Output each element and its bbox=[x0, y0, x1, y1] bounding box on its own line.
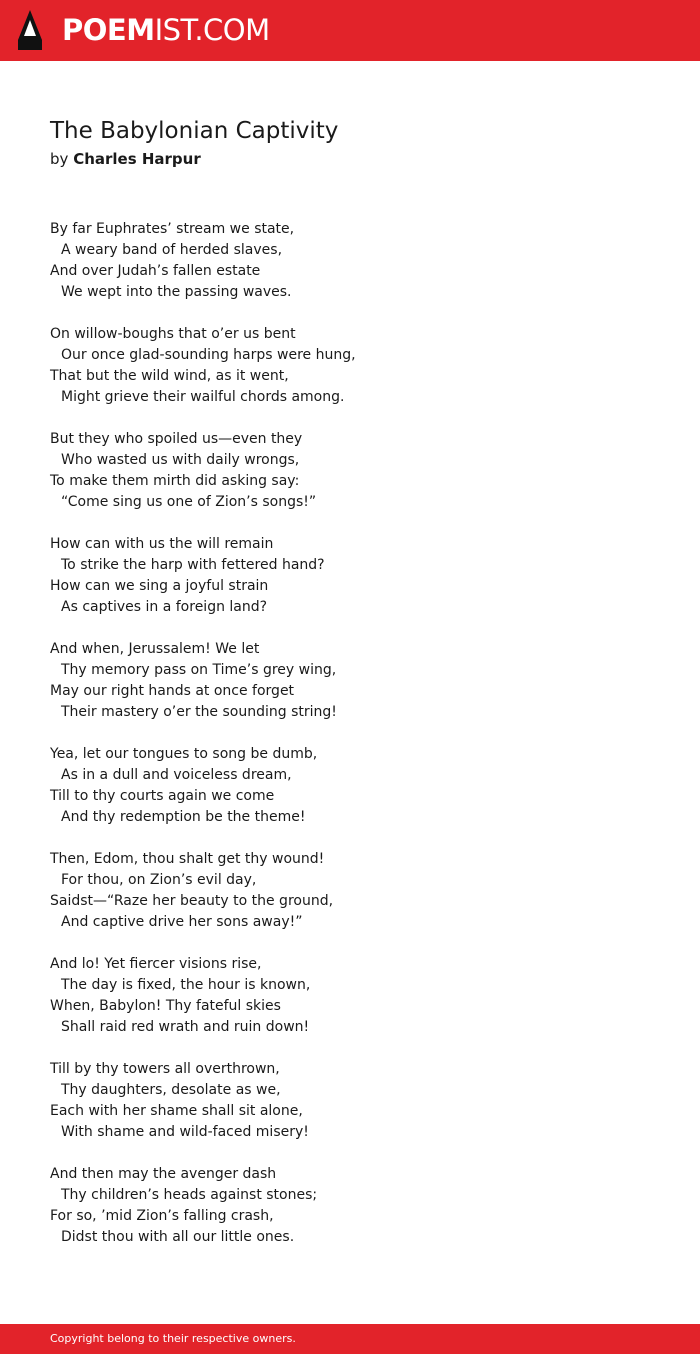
poem-stanza bbox=[50, 324, 670, 408]
poem-body bbox=[50, 219, 670, 1269]
poem-line: For thou, on Zion’s evil day, bbox=[61, 872, 257, 888]
poem-line: Till by thy towers all overthrown, bbox=[50, 1061, 280, 1077]
poem-line: The day is fixed, the hour is known, bbox=[61, 977, 311, 993]
poem-stanza bbox=[50, 534, 670, 618]
poem-line: Their mastery o’er the sounding string! bbox=[61, 704, 337, 720]
poem-line: And then may the avenger dash bbox=[50, 1166, 277, 1182]
site-footer bbox=[0, 1324, 700, 1354]
poem-line: Our once glad-sounding harps were hung, bbox=[61, 347, 356, 363]
poem-line: To make them mirth did asking say: bbox=[50, 473, 300, 489]
poem-line: “Come sing us one of Zion’s songs!” bbox=[61, 494, 317, 510]
brand-light: IST.COM bbox=[154, 13, 270, 47]
poem-line: To strike the harp with fettered hand? bbox=[61, 557, 325, 573]
poem-line: With shame and wild-faced misery! bbox=[61, 1124, 309, 1140]
poem-line: May our right hands at once forget bbox=[50, 683, 295, 699]
poem-line: And captive drive her sons away!” bbox=[61, 914, 303, 930]
poem-line: When, Babylon! Thy fateful skies bbox=[50, 998, 281, 1014]
poem-line: Till to thy courts again we come bbox=[50, 788, 275, 804]
poem-line: On willow-boughs that o’er us bent bbox=[50, 326, 296, 342]
poem-line: Shall raid red wrath and ruin down! bbox=[61, 1019, 310, 1035]
brand-strong: POEM bbox=[62, 13, 155, 47]
site-logo-text[interactable] bbox=[62, 13, 270, 47]
poem-line: For so, ’mid Zion’s falling crash, bbox=[50, 1208, 274, 1224]
poem-stanza bbox=[50, 639, 670, 723]
by-label: by bbox=[50, 150, 69, 168]
poem-line: As captives in a foreign land? bbox=[61, 599, 268, 615]
poem-line: Then, Edom, thou shalt get thy wound! bbox=[50, 851, 325, 867]
poem-stanza bbox=[50, 219, 670, 303]
poem-author: Charles Harpur bbox=[73, 150, 201, 168]
poem-stanza bbox=[50, 1059, 670, 1143]
poem-line: That but the wild wind, as it went, bbox=[50, 368, 289, 384]
poem-line: As in a dull and voiceless dream, bbox=[61, 767, 292, 783]
poem-line: We wept into the passing waves. bbox=[61, 284, 292, 300]
poem-line: By far Euphrates’ stream we state, bbox=[50, 221, 295, 237]
poem-stanza bbox=[50, 849, 670, 933]
poem-line: Thy daughters, desolate as we, bbox=[61, 1082, 281, 1098]
poem-line: But they who spoiled us—even they bbox=[50, 431, 303, 447]
poem-stanza bbox=[50, 954, 670, 1038]
poem-title: The Babylonian Captivity bbox=[50, 118, 339, 144]
pencil-tip-icon[interactable] bbox=[18, 10, 42, 50]
poem-line: A weary band of herded slaves, bbox=[61, 242, 283, 258]
poem-byline bbox=[50, 148, 201, 170]
poem-line: Who wasted us with daily wrongs, bbox=[61, 452, 300, 468]
poem-stanza bbox=[50, 1164, 670, 1248]
poem-stanza bbox=[50, 744, 670, 828]
poem-line: Might grieve their wailful chords among. bbox=[61, 389, 345, 405]
site-header bbox=[0, 0, 700, 61]
poem-line: Yea, let our tongues to song be dumb, bbox=[50, 746, 318, 762]
poem-line: Each with her shame shall sit alone, bbox=[50, 1103, 303, 1119]
poem-line: And thy redemption be the theme! bbox=[61, 809, 306, 825]
copyright-text: Copyright belong to their respective owners. bbox=[50, 1332, 296, 1345]
poem-line: How can with us the will remain bbox=[50, 536, 274, 552]
poem-line: How can we sing a joyful strain bbox=[50, 578, 269, 594]
poem-stanza bbox=[50, 429, 670, 513]
poem-line: Saidst—“Raze her beauty to the ground, bbox=[50, 893, 334, 909]
poem-line: Thy memory pass on Time’s grey wing, bbox=[61, 662, 337, 678]
poem-line: Didst thou with all our little ones. bbox=[61, 1229, 295, 1245]
poem-line: And lo! Yet fiercer visions rise, bbox=[50, 956, 262, 972]
poem-line: Thy children’s heads against stones; bbox=[61, 1187, 318, 1203]
poem-line: And when, Jerussalem! We let bbox=[50, 641, 260, 657]
poem-line: And over Judah’s fallen estate bbox=[50, 263, 261, 279]
